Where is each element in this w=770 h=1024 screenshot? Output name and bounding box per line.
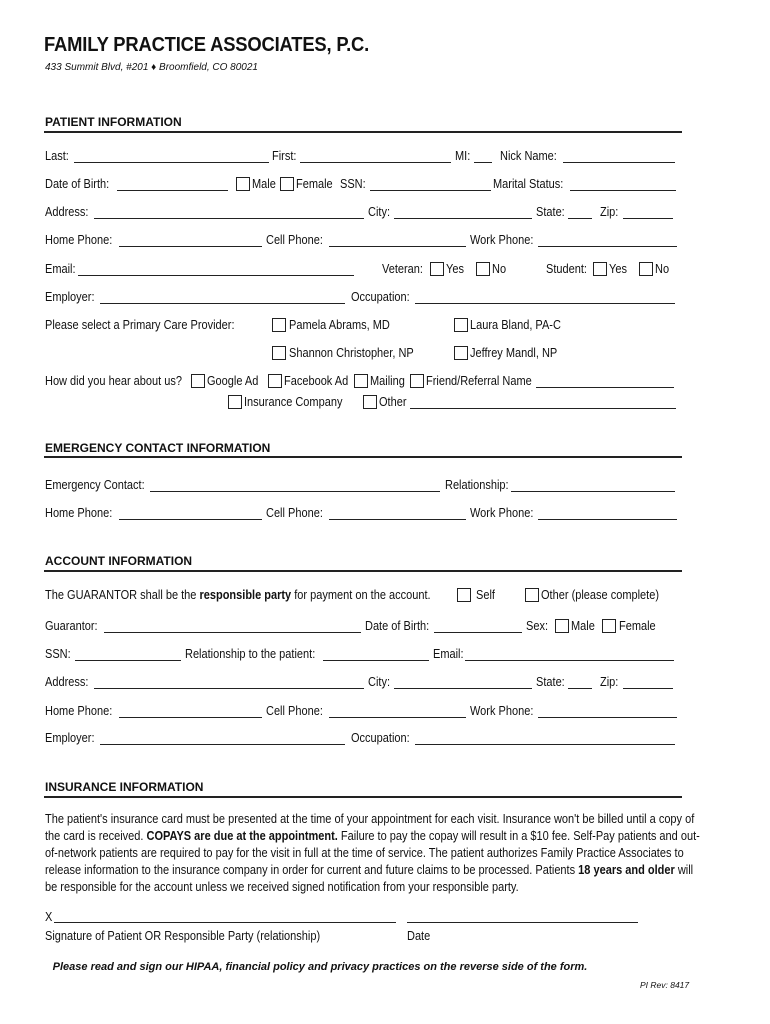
guarantor-statement-pre: The GUARANTOR shall be the xyxy=(45,588,200,602)
label-employer: Employer: xyxy=(45,290,95,304)
student-yes-checkbox[interactable] xyxy=(593,262,607,276)
label-guarantor-female: Female xyxy=(619,619,656,633)
label-guarantor-city: City: xyxy=(368,675,390,689)
label-guarantor-email: Email: xyxy=(433,647,464,661)
mailing-checkbox[interactable] xyxy=(354,374,368,388)
insurance-policy-line-3: of-network patients are required to pay for the visit in full at the time of service. The patient authorizes Family Practice Associates to xyxy=(45,846,684,860)
student-no-checkbox[interactable] xyxy=(639,262,653,276)
practice-address: 433 Summit Blvd, #201 ♦ Broomfield, CO 80021 xyxy=(45,62,258,73)
label-veteran-no: No xyxy=(492,262,507,276)
section-title-emergency: EMERGENCY CONTACT INFORMATION xyxy=(45,441,271,455)
age-notice: 18 years and older xyxy=(578,863,675,877)
label-emergency-cell-phone: Cell Phone: xyxy=(266,506,323,520)
referral-checkbox[interactable] xyxy=(410,374,424,388)
guarantor-home-phone-field[interactable] xyxy=(119,717,262,718)
section-divider xyxy=(44,796,682,798)
label-guarantor: Guarantor: xyxy=(45,619,98,633)
guarantor-state-field[interactable] xyxy=(568,688,592,689)
guarantor-statement-bold: responsible party xyxy=(199,588,292,602)
other-source-checkbox[interactable] xyxy=(363,395,377,409)
label-other-source: Other xyxy=(379,395,407,409)
label-provider-christopher: Shannon Christopher, NP xyxy=(289,346,414,360)
label-work-phone: Work Phone: xyxy=(470,233,534,247)
label-guarantor-relationship: Relationship to the patient: xyxy=(185,647,316,661)
label-guarantor-home-phone: Home Phone: xyxy=(45,704,113,718)
revision-code: PI Rev: 8417 xyxy=(640,980,690,990)
label-provider-bland: Laura Bland, PA-C xyxy=(470,318,561,332)
label-zip: Zip: xyxy=(600,205,619,219)
insurance-policy-line-2c: Failure to pay the copay will result in a $10 fee. Self-Pay patients and out- xyxy=(337,829,700,843)
provider-abrams-checkbox[interactable] xyxy=(272,318,286,332)
label-state: State: xyxy=(536,205,565,219)
guarantor-relationship-field[interactable] xyxy=(323,660,429,661)
label-student-yes: Yes xyxy=(609,262,627,276)
emergency-work-phone-field[interactable] xyxy=(538,519,677,520)
mi-field[interactable] xyxy=(474,162,492,163)
veteran-yes-checkbox[interactable] xyxy=(430,262,444,276)
label-guarantor-sex: Sex: xyxy=(526,619,549,633)
provider-bland-checkbox[interactable] xyxy=(454,318,468,332)
guarantor-other-checkbox[interactable] xyxy=(525,588,539,602)
label-signature-date: Date xyxy=(407,929,431,943)
cell-phone-field[interactable] xyxy=(329,246,466,247)
label-male: Male xyxy=(252,177,276,191)
guarantor-statement xyxy=(45,588,431,602)
label-pcp-prompt: Please select a Primary Care Provider: xyxy=(45,318,235,332)
referral-name-field[interactable] xyxy=(536,387,674,388)
label-email: Email: xyxy=(45,262,76,276)
label-marital-status: Marital Status: xyxy=(493,177,564,191)
guarantor-email-field[interactable] xyxy=(465,660,674,661)
label-ssn: SSN: xyxy=(340,177,366,191)
label-guarantor-employer: Employer: xyxy=(45,731,95,745)
label-guarantor-occupation: Occupation: xyxy=(351,731,410,745)
dob-field[interactable] xyxy=(117,190,228,191)
label-city: City: xyxy=(368,205,390,219)
google-ad-checkbox[interactable] xyxy=(191,374,205,388)
guarantor-employer-field[interactable] xyxy=(100,744,345,745)
label-provider-abrams: Pamela Abrams, MD xyxy=(289,318,390,332)
section-divider xyxy=(44,131,682,133)
guarantor-ssn-field[interactable] xyxy=(75,660,181,661)
last-name-field[interactable] xyxy=(74,162,269,163)
label-google-ad: Google Ad xyxy=(207,374,259,388)
section-title-insurance: INSURANCE INFORMATION xyxy=(45,780,204,794)
section-divider xyxy=(44,456,682,458)
label-first: First: xyxy=(272,149,297,163)
label-emergency-work-phone: Work Phone: xyxy=(470,506,534,520)
guarantor-zip-field[interactable] xyxy=(623,688,673,689)
insurance-policy-line-2a: the card is received. xyxy=(45,829,147,843)
practice-name: FAMILY PRACTICE ASSOCIATES, P.C. xyxy=(44,34,370,56)
guarantor-field[interactable] xyxy=(104,632,361,633)
label-veteran-yes: Yes xyxy=(446,262,464,276)
insurance-policy-line-4a: release information to the insurance company in order for current and future claims to be processed. Patients xyxy=(45,863,579,877)
label-guarantor-other: Other (please complete) xyxy=(541,588,660,602)
employer-field[interactable] xyxy=(100,303,345,304)
label-home-phone: Home Phone: xyxy=(45,233,113,247)
emergency-contact-field[interactable] xyxy=(150,491,440,492)
guarantor-work-phone-field[interactable] xyxy=(538,717,677,718)
marital-status-field[interactable] xyxy=(570,190,676,191)
guarantor-cell-phone-field[interactable] xyxy=(329,717,466,718)
label-guarantor-ssn: SSN: xyxy=(45,647,71,661)
label-occupation: Occupation: xyxy=(351,290,410,304)
email-field[interactable] xyxy=(78,275,354,276)
state-field[interactable] xyxy=(568,218,592,219)
label-provider-mandl: Jeffrey Mandl, NP xyxy=(470,346,558,360)
male-checkbox[interactable] xyxy=(236,177,250,191)
label-guarantor-zip: Zip: xyxy=(600,675,619,689)
first-name-field[interactable] xyxy=(300,162,451,163)
label-dob: Date of Birth: xyxy=(45,177,110,191)
label-guarantor-male: Male xyxy=(571,619,595,633)
signature-date-field[interactable] xyxy=(407,922,638,923)
label-emergency-relationship: Relationship: xyxy=(445,478,509,492)
other-source-field[interactable] xyxy=(410,408,676,409)
guarantor-dob-field[interactable] xyxy=(434,632,522,633)
zip-field[interactable] xyxy=(623,218,673,219)
section-title-patient: PATIENT INFORMATION xyxy=(45,115,182,129)
guarantor-male-checkbox[interactable] xyxy=(555,619,569,633)
insurance-policy-line-2 xyxy=(45,829,700,843)
nick-name-field[interactable] xyxy=(563,162,675,163)
emergency-relationship-field[interactable] xyxy=(511,491,675,492)
label-cell-phone: Cell Phone: xyxy=(266,233,323,247)
label-last: Last: xyxy=(45,149,69,163)
copay-notice: COPAYS are due at the appointment. xyxy=(146,829,338,843)
city-field[interactable] xyxy=(394,218,532,219)
label-signature: Signature of Patient OR Responsible Party (relationship) xyxy=(45,929,321,943)
label-veteran: Veteran: xyxy=(382,262,423,276)
guarantor-address-field[interactable] xyxy=(94,688,364,689)
female-checkbox[interactable] xyxy=(280,177,294,191)
insurance-company-checkbox[interactable] xyxy=(228,395,242,409)
label-guarantor-dob: Date of Birth: xyxy=(365,619,430,633)
work-phone-field[interactable] xyxy=(538,246,677,247)
emergency-home-phone-field[interactable] xyxy=(119,519,262,520)
label-nick-name: Nick Name: xyxy=(500,149,557,163)
home-phone-field[interactable] xyxy=(119,246,262,247)
signature-field[interactable] xyxy=(54,922,396,923)
label-mailing: Mailing xyxy=(370,374,405,388)
guarantor-statement-post: for payment on the account. xyxy=(291,588,431,602)
label-student: Student: xyxy=(546,262,587,276)
insurance-policy-line-5: be responsible for the account unless we received signed notification from your responsible party. xyxy=(45,880,519,894)
guarantor-self-checkbox[interactable] xyxy=(457,588,471,602)
label-emergency-contact: Emergency Contact: xyxy=(45,478,145,492)
signature-x-mark: X xyxy=(45,910,53,924)
guarantor-occupation-field[interactable] xyxy=(415,744,675,745)
label-guarantor-cell-phone: Cell Phone: xyxy=(266,704,323,718)
address-field[interactable] xyxy=(94,218,364,219)
label-insurance-company: Insurance Company xyxy=(244,395,343,409)
label-guarantor-work-phone: Work Phone: xyxy=(470,704,534,718)
label-emergency-home-phone: Home Phone: xyxy=(45,506,113,520)
label-hear-prompt: How did you hear about us? xyxy=(45,374,182,388)
provider-christopher-checkbox[interactable] xyxy=(272,346,286,360)
insurance-policy-line-1: The patient's insurance card must be presented at the time of your appointment for each visit. Insurance won't be billed until a copy of xyxy=(45,812,695,826)
label-guarantor-self: Self xyxy=(476,588,495,602)
label-female: Female xyxy=(296,177,333,191)
guarantor-female-checkbox[interactable] xyxy=(602,619,616,633)
provider-mandl-checkbox[interactable] xyxy=(454,346,468,360)
insurance-policy-line-4c: will xyxy=(674,863,694,877)
label-guarantor-state: State: xyxy=(536,675,565,689)
label-referral: Friend/Referral Name xyxy=(426,374,532,388)
label-address: Address: xyxy=(45,205,89,219)
emergency-cell-phone-field[interactable] xyxy=(329,519,466,520)
guarantor-city-field[interactable] xyxy=(394,688,532,689)
veteran-no-checkbox[interactable] xyxy=(476,262,490,276)
insurance-policy-line-4 xyxy=(45,863,693,877)
section-title-account: ACCOUNT INFORMATION xyxy=(45,554,193,568)
section-divider xyxy=(44,570,682,572)
label-facebook-ad: Facebook Ad xyxy=(284,374,349,388)
facebook-ad-checkbox[interactable] xyxy=(268,374,282,388)
footer-note: Please read and sign our HIPAA, financial policy and privacy practices on the reverse side of the form. xyxy=(52,961,588,973)
occupation-field[interactable] xyxy=(415,303,675,304)
label-student-no: No xyxy=(655,262,670,276)
ssn-field[interactable] xyxy=(370,190,491,191)
label-mi: MI: xyxy=(455,149,471,163)
label-guarantor-address: Address: xyxy=(45,675,89,689)
